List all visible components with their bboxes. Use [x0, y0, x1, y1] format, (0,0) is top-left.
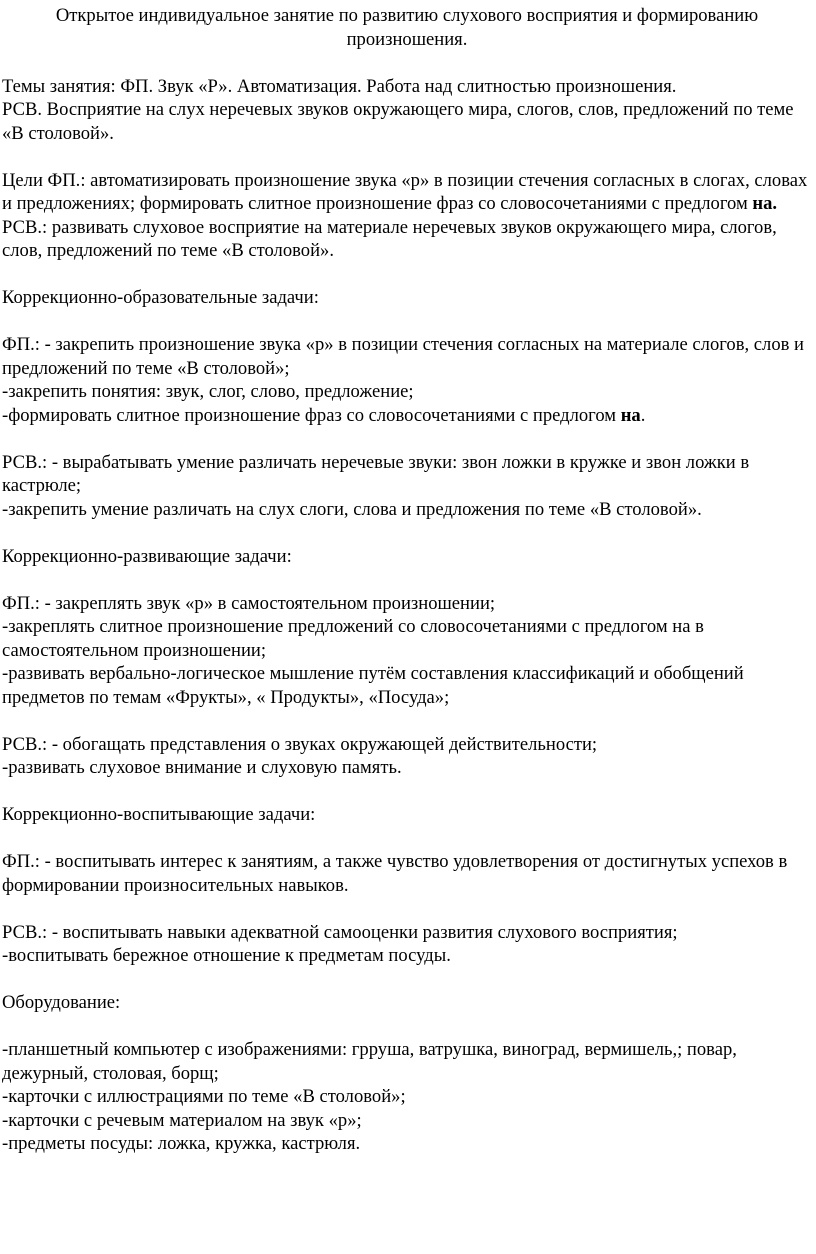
- topics-rsv: РСВ. Восприятие на слух неречевых звуков окружающего мира, слогов, слов, предложений по теме «В столовой».: [2, 99, 794, 144]
- document-title: Открытое индивидуальное занятие по развитию слухового восприятия и формированию произношения.: [55, 5, 759, 50]
- spacer: [2, 709, 812, 733]
- ce-fp-3: [2, 404, 812, 428]
- cd-rsv-2: -развивать слуховое внимание и слуховую память.: [2, 757, 402, 778]
- ce-fp-3-end: .: [640, 404, 646, 426]
- goals-fp-text: Цели ФП.: автоматизировать произношение звука «р» в позиции стечения согласных в слогах, словах и предложениях; формировать слитное произношение фраз со словосочетаниями с предлогом: [2, 169, 808, 214]
- equipment-item-1: -планшетный компьютер с изображениями: грруша, ватрушка, виноград, вермишель,; повар, дежурный, столовая, борщ;: [2, 1039, 737, 1084]
- cd-heading: Коррекционно-развивающие задачи:: [2, 545, 292, 567]
- ce-fp-2: -закрепить понятия: звук, слог, слово, предложение;: [2, 381, 414, 402]
- equipment-heading: Оборудование:: [2, 992, 121, 1013]
- spacer: [2, 427, 812, 451]
- spacer: [2, 968, 812, 992]
- goals-rsv: РСВ.: развивать слуховое восприятие на материале неречевых звуков окружающего мира, слогов, слов, предложений по теме «В столовой».: [2, 216, 777, 261]
- cd-rsv-1: РСВ.: - обогащать представления о звуках окружающей действительности;: [2, 733, 598, 755]
- goals-fp-bold: на.: [752, 193, 778, 214]
- spacer: [2, 827, 812, 851]
- spacer: [2, 568, 812, 592]
- equipment-item-2: -карточки с иллюстрациями по теме «В столовой»;: [2, 1086, 406, 1107]
- spacer: [2, 780, 812, 804]
- cu-rsv-1: РСВ.: - воспитывать навыки адекватной самооценки развития слухового восприятия;: [2, 921, 678, 943]
- cd-fp-1: ФП.: - закреплять звук «р» в самостоятельном произношении;: [2, 592, 496, 614]
- ce-rsv-2: -закрепить умение различать на слух слоги, слова и предложения по теме «В столовой».: [2, 498, 702, 520]
- spacer: [2, 51, 812, 75]
- equipment-item-3: -карточки с речевым материалом на звук «р»;: [2, 1109, 362, 1131]
- ce-fp-3-text: -формировать слитное произношение фраз со словосочетаниями с предлогом: [2, 404, 621, 426]
- cu-fp-1: ФП.: - воспитывать интерес к занятиям, а также чувство удовлетворения от достигнутых успехов в формировании произносительных навыков.: [2, 851, 788, 896]
- spacer: [2, 1015, 812, 1039]
- cd-fp-2: -закреплять слитное произношение предложений со словосочетаниями с предлогом на в самостоятельном произношении;: [2, 616, 704, 661]
- spacer: [2, 263, 812, 287]
- spacer: [2, 310, 812, 334]
- spacer: [2, 897, 812, 921]
- cd-fp-3: -развивать вербально-логическое мышление путём составления классификаций и обобщений предметов по темам «Фрукты», « Продукты», «Посуда»;: [2, 663, 744, 708]
- ce-fp-3-bold: на: [620, 404, 641, 426]
- spacer: [2, 521, 812, 545]
- ce-fp-1: ФП.: - закрепить произношение звука «р» в позиции стечения согласных на материале слогов, слов и предложений по теме «В столовой»;: [2, 334, 804, 379]
- goals-fp: [2, 169, 812, 216]
- spacer: [2, 145, 812, 169]
- ce-heading: Коррекционно-образовательные задачи:: [2, 287, 319, 308]
- cu-heading: Коррекционно-воспитывающие задачи:: [2, 804, 316, 825]
- ce-rsv-1: РСВ.: - вырабатывать умение различать неречевые звуки: звон ложки в кружке и звон ложки в кастрюле;: [2, 451, 750, 496]
- equipment-item-4: -предметы посуды: ложка, кружка, кастрюля.: [2, 1133, 361, 1154]
- topics-fp: Темы занятия: ФП. Звук «Р». Автоматизация. Работа над слитностью произношения.: [2, 75, 677, 97]
- cu-rsv-2: -воспитывать бережное отношение к предметам посуды.: [2, 945, 451, 966]
